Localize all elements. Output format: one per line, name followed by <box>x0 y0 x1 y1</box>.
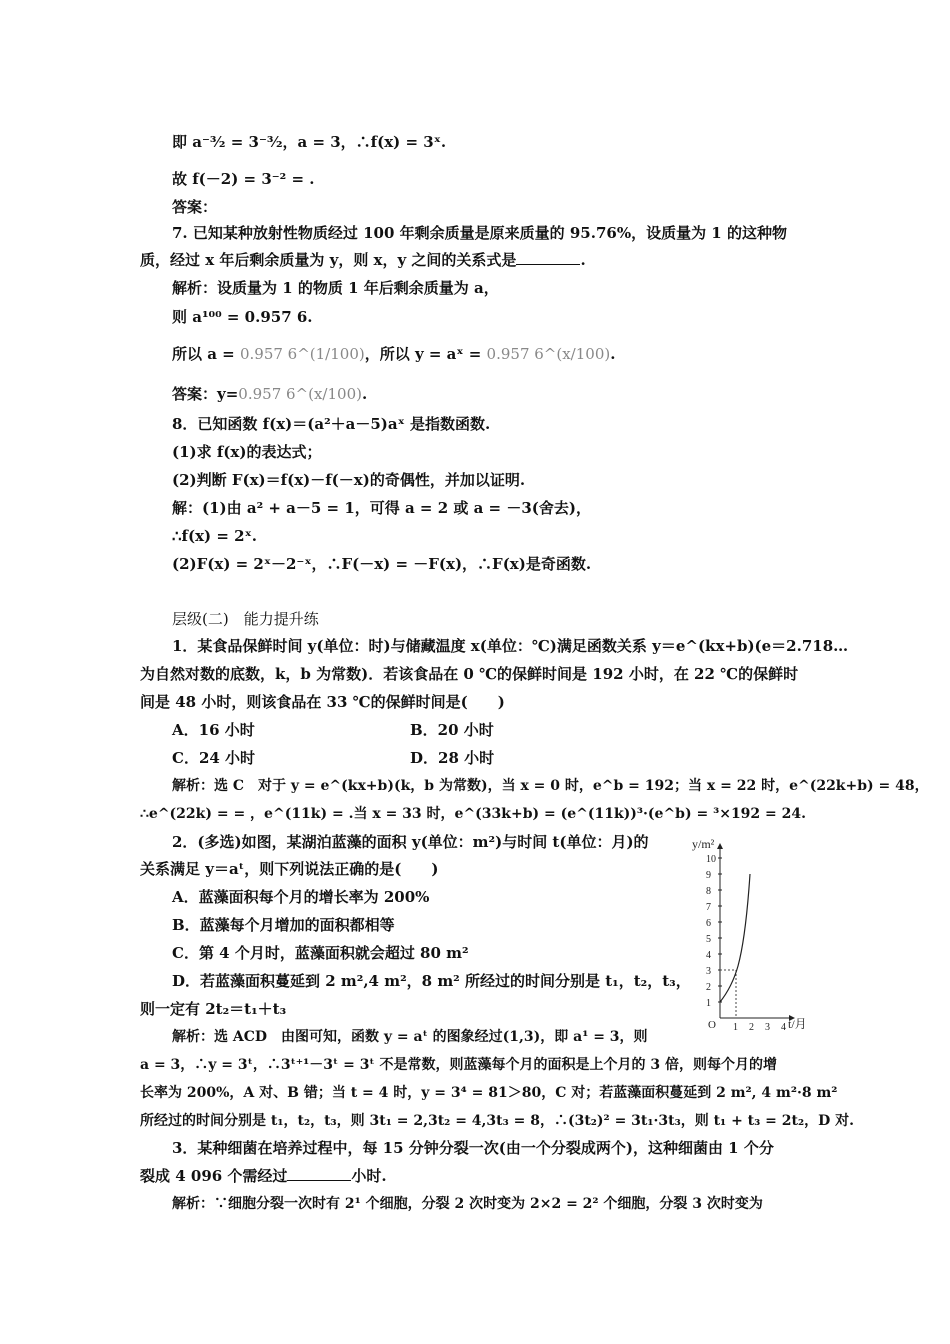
p3-end: 小时. <box>351 1167 387 1185</box>
y-tick-label: 9 <box>706 870 711 881</box>
y-tick-label: 4 <box>706 950 711 961</box>
solution-p1-line-1: 解析：选 C 对于 y = e^(kx+b)(k，b 为常数)，当 x = 0 时，e^b = 192；当 x = 22 时，e^(22k+b) = 48， <box>172 778 929 794</box>
solution-p3: 解析：∵细胞分裂一次时有 2¹ 个细胞，分裂 2 次时变为 2×2 = 2² 个细胞，分裂 3 次时变为 <box>172 1196 763 1212</box>
origin-label: O <box>708 1019 716 1031</box>
s7c-post: . <box>610 345 616 363</box>
solution-8-line-3: (2)F(x) = 2ˣ－2⁻ˣ，∴F(－x) = －F(x)，∴F(x)是奇函数. <box>172 555 592 573</box>
curve-y-3-pow-t <box>720 874 750 1002</box>
x-tick-label: 2 <box>749 1022 754 1033</box>
option-1b[interactable]: B．20 小时 <box>410 721 494 739</box>
y-tick-label: 2 <box>706 982 711 993</box>
problem-3-line-1: 3．某种细菌在培养过程中，每 15 分钟分裂一次(由一个分裂成两个)，这种细菌由 1 个分 <box>172 1139 774 1157</box>
option-1a[interactable]: A．16 小时 <box>172 721 255 739</box>
q7-end: . <box>580 251 586 269</box>
y-tick-label: 10 <box>706 854 716 865</box>
option-2d-cont: 则一定有 2t₂＝t₁＋t₃ <box>140 1000 287 1018</box>
question-7-line-2 <box>140 249 586 271</box>
option-2a[interactable]: A．蓝藻面积每个月的增长率为 200% <box>172 888 430 906</box>
question-8-part-1: (1)求 f(x)的表达式； <box>172 443 322 461</box>
solution-7-line-1: 解析：设质量为 1 的物质 1 年后剩余质量为 a， <box>172 279 499 297</box>
option-1d[interactable]: D．28 小时 <box>410 749 495 767</box>
y-tick-label: 1 <box>706 998 711 1009</box>
solution-p1-line-2: ∴e^(22k) = = ，e^(11k) = .当 x = 33 时，e^(33k+b) = (e^(11k))³·(e^b) = ³×192 = 24. <box>140 806 806 822</box>
option-1c[interactable]: C．24 小时 <box>172 749 256 767</box>
y-axis-label: y/m² <box>692 837 715 851</box>
solution-7-line-2: 则 a¹⁰⁰ = 0.957 6. <box>172 308 313 326</box>
answer-label-6: 答案： <box>172 198 218 216</box>
bluealgae-graph <box>684 834 824 1034</box>
q7-blank[interactable] <box>516 250 580 265</box>
question-8: 8．已知函数 f(x)＝(a²＋a－5)aˣ 是指数函数. <box>172 415 491 433</box>
x-tick-label: 1 <box>733 1022 738 1033</box>
problem-1-line-3: 间是 48 小时，则该食品在 33 ℃的保鲜时间是( ) <box>140 693 505 711</box>
option-2c[interactable]: C．第 4 个月时，蓝藻面积就会超过 80 m² <box>172 944 469 962</box>
y-tick-label: 3 <box>706 966 711 977</box>
line-2: 故 f(－2) = 3⁻² = . <box>172 170 315 188</box>
solution-p2-line-3: 长率为 200%，A 对、B 错；当 t = 4 时，y = 3⁴ = 81＞80，C 对；若蓝藻面积蔓延到 2 m², 4 m²·8 m² <box>140 1085 838 1101</box>
a7-post: . <box>361 385 368 403</box>
problem-2-line-1: 2．(多选)如图，某湖泊蓝藻的面积 y(单位：m²)与时间 t(单位：月)的 <box>172 833 649 851</box>
s7c-mid: ，所以 y = aˣ = <box>364 345 487 363</box>
solution-8-line-2: ∴f(x) = 2ˣ. <box>172 527 257 545</box>
p3-blank[interactable] <box>287 1166 351 1181</box>
section-heading: 层级(二) 能力提升练 <box>172 610 319 628</box>
problem-3-line-2 <box>140 1165 387 1187</box>
a7-pre: 答案：y= <box>172 385 239 403</box>
y-tick-label: 7 <box>706 902 711 913</box>
s7c-val1: 0.957 6^(1/100) <box>239 345 365 363</box>
x-tick-label: 4 <box>781 1022 786 1033</box>
x-axis-label: t/月 <box>788 1017 807 1031</box>
problem-1-line-2: 为自然对数的底数，k，b 为常数)．若该食品在 0 ℃的保鲜时间是 192 小时，在 22 ℃的保鲜时 <box>140 665 799 683</box>
a7-val: 0.957 6^(x/100) <box>238 385 362 403</box>
question-8-part-2: (2)判断 F(x)＝f(x)－f(－x)的奇偶性，并加以证明. <box>172 471 526 489</box>
problem-2-line-2: 关系满足 y＝aᵗ，则下列说法正确的是( ) <box>140 860 439 878</box>
option-2b[interactable]: B．蓝藻每个月增加的面积都相等 <box>172 916 395 934</box>
solution-p2-line-2: a = 3，∴y = 3ᵗ，∴3ᵗ⁺¹－3ᵗ = 3ᵗ 不是常数，则蓝藻每个月的面积是上个月的 3 倍，则每个月的增 <box>140 1057 777 1073</box>
q7-text: 质，经过 x 年后剩余质量为 y，则 x，y 之间的关系式是 <box>140 251 517 269</box>
y-tick-label: 6 <box>706 918 711 929</box>
question-7-line-1: 7. 已知某种放射性物质经过 100 年剩余质量是原来质量的 95.76%，设质量为 1 的这种物 <box>172 224 787 242</box>
s7c-pre: 所以 a = <box>172 345 240 363</box>
y-tick-label: 8 <box>706 886 711 897</box>
solution-p2-line-4: 所经过的时间分别是 t₁，t₂，t₃，则 3t₁ = 2,3t₂ = 4,3t₃ = 8，∴(3t₂)² = 3t₁·3t₃，则 t₁ + t₃ = 2t₂，D 对. <box>140 1113 854 1129</box>
line-1: 即 a⁻³⁄₂ = 3⁻³⁄₂，a = 3，∴f(x) = 3ˣ. <box>172 133 447 151</box>
x-tick-label: 3 <box>765 1022 770 1033</box>
s7c-val2: 0.957 6^(x/100) <box>486 345 611 363</box>
solution-p2-line-1: 解析：选 ACD 由图可知，函数 y = aᵗ 的图象经过(1,3)，即 a¹ = 3，则 <box>172 1029 648 1045</box>
option-2d[interactable]: D．若蓝藻面积蔓延到 2 m²,4 m²，8 m² 所经过的时间分别是 t₁，t₂，t₃， <box>172 972 691 990</box>
y-tick-label: 5 <box>706 934 711 945</box>
solution-7-line-3 <box>172 343 615 365</box>
p3-text: 裂成 4 096 个需经过 <box>140 1167 288 1185</box>
problem-1-line-1: 1．某食品保鲜时间 y(单位：时)与储藏温度 x(单位：℃)满足函数关系 y＝e^(kx+b)(e＝2.718… <box>172 637 849 655</box>
answer-7 <box>172 383 367 405</box>
solution-8-line-1: 解：(1)由 a² + a－5 = 1，可得 a = 2 或 a = －3(舍去)， <box>172 499 591 517</box>
